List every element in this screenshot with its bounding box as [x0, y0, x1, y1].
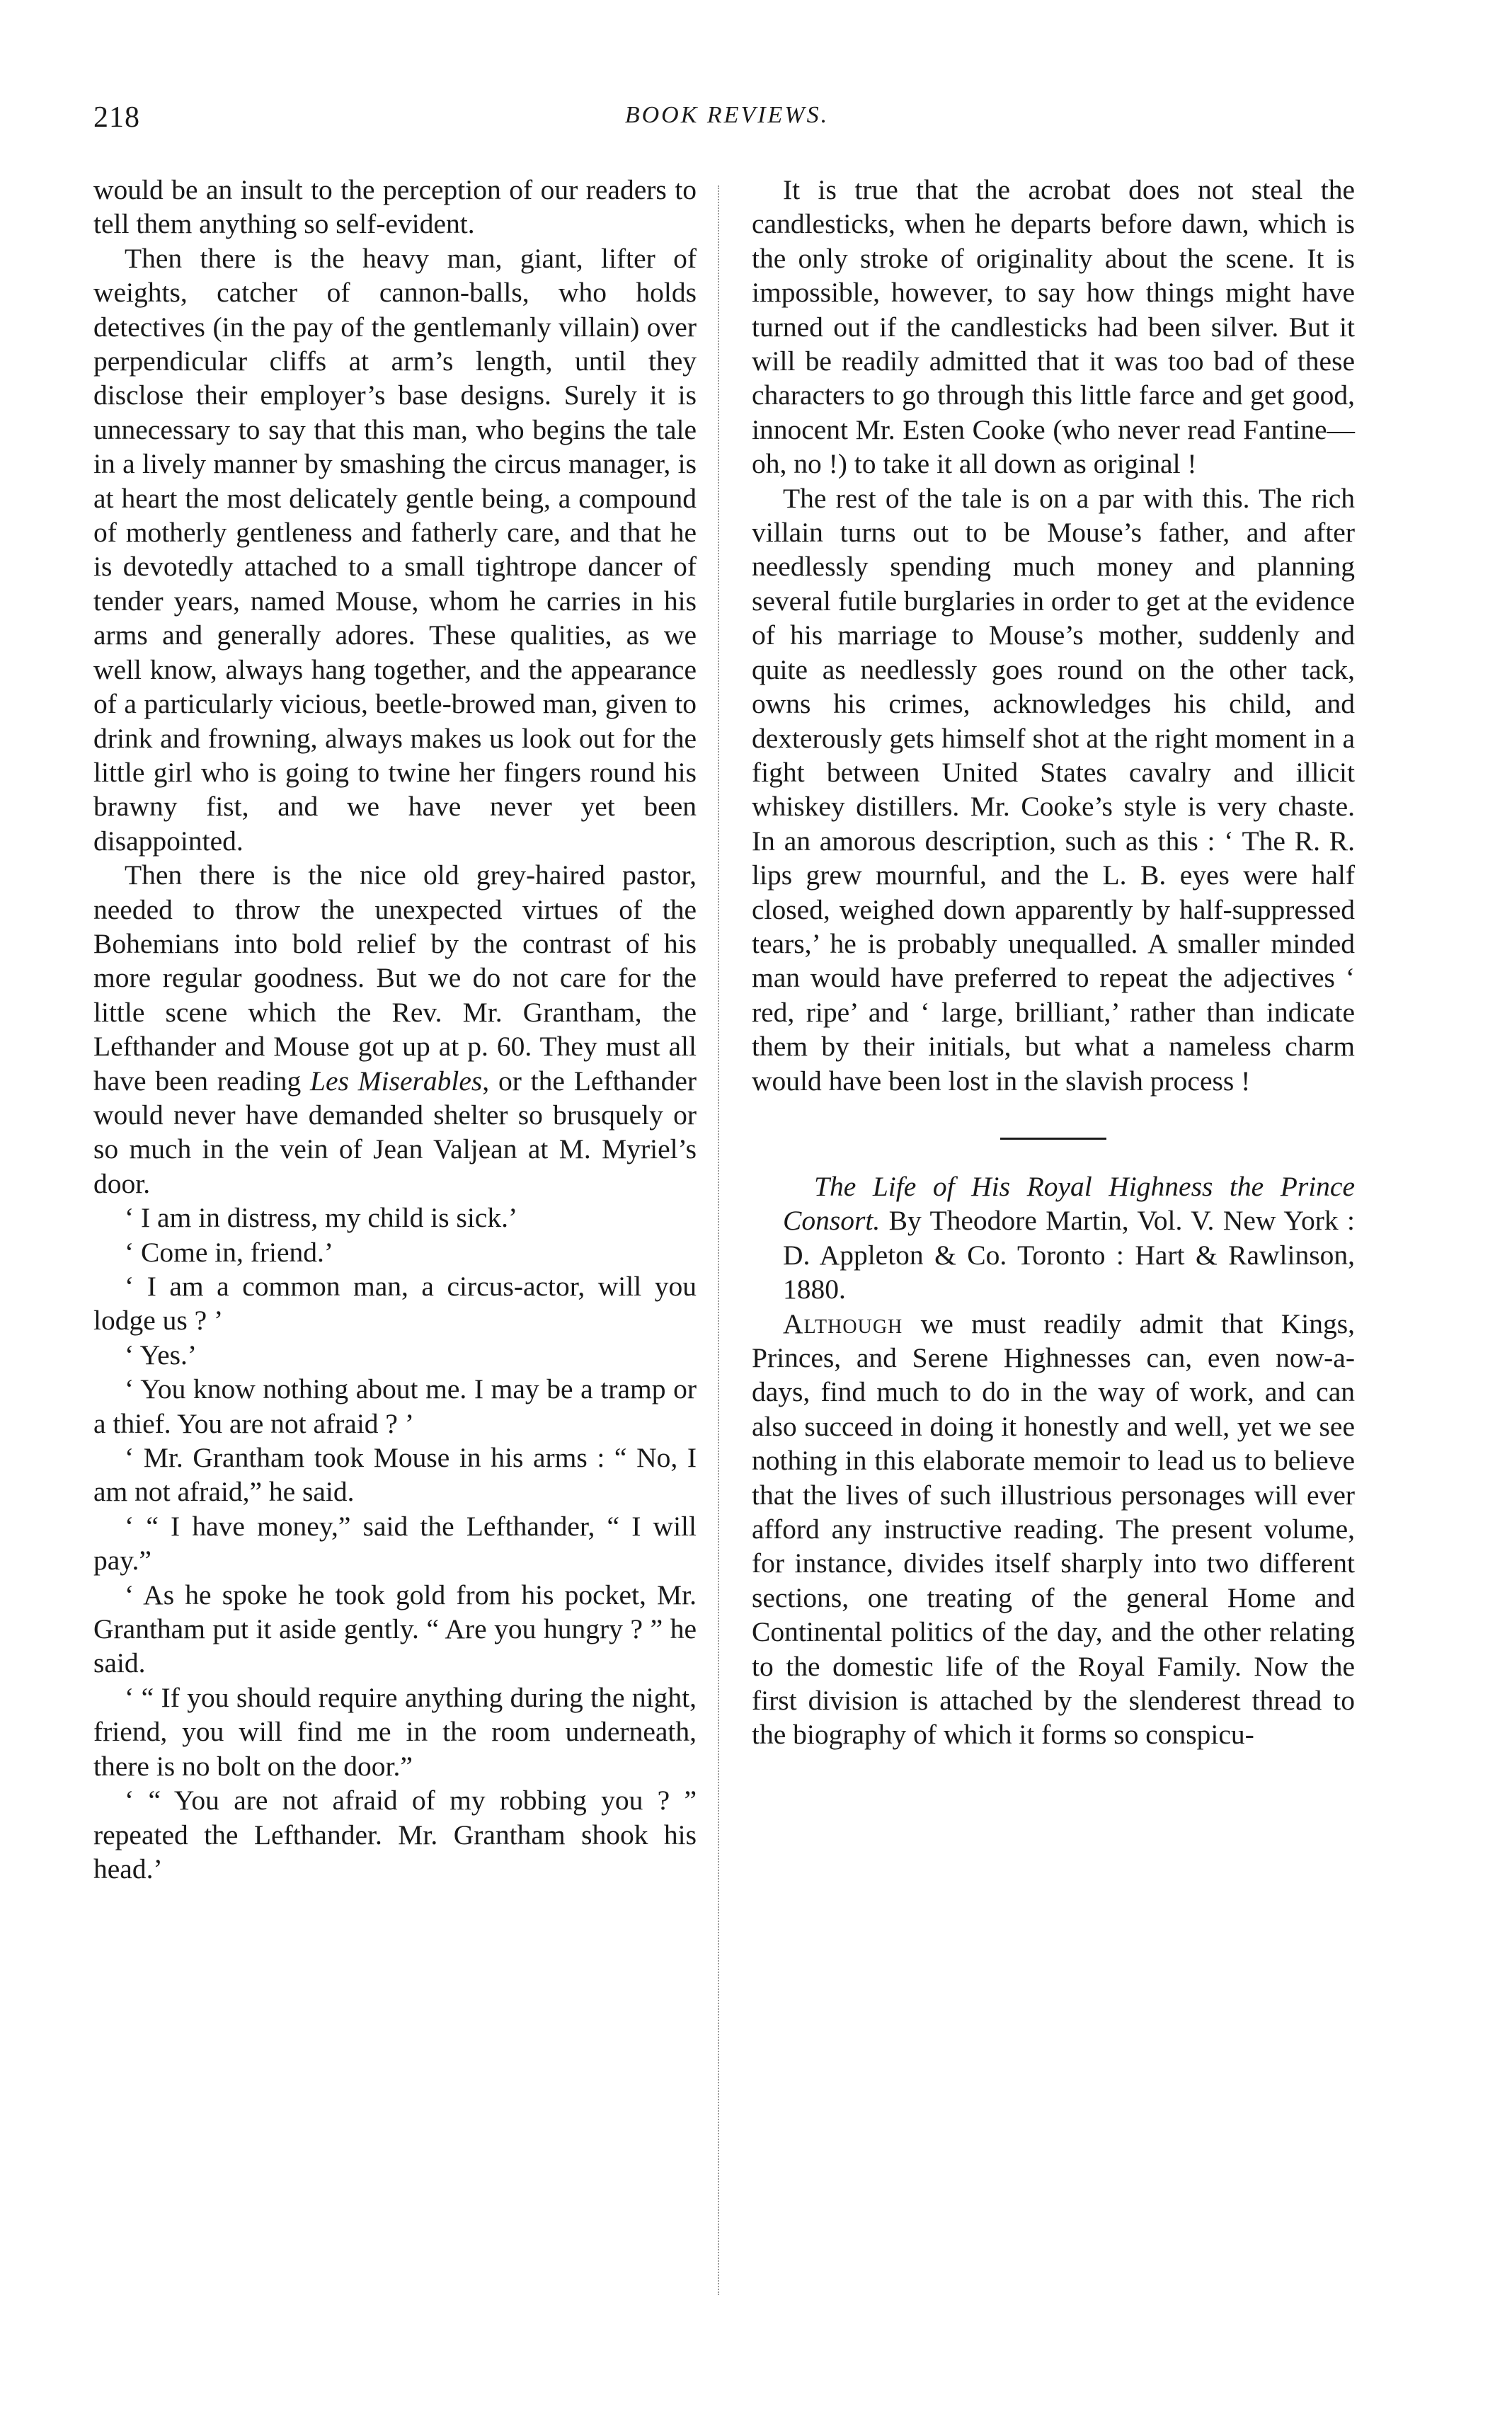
review-body — [752, 1307, 1355, 1752]
book-entry — [752, 1169, 1355, 1307]
paragraph: would be an insult to the perception of our readers to tell them anything so self-evident. — [93, 174, 697, 240]
right-column — [752, 173, 1355, 1752]
dialogue-line: ‘ I am in distress, my child is sick.’ — [125, 1202, 518, 1234]
dialogue-line: ‘ I am a common man, a circus-actor, will you lodge us ? ’ — [93, 1271, 697, 1337]
paragraph: The rest of the tale is on a par with this. The rich villain turns out to be Mouse’s father, and after needlessly spending much money and planning several futile burglaries in order to get at the evidence of his marriage to Mouse’s mother, suddenly and quite as needlessly goes round on the other tack, owns his crimes, acknowledges his child, and dexterously gets himself shot at the right moment in a fight between United States cavalry and illicit whiskey distillers. Mr. Cooke’s style is very chaste. In an amorous description, such as this : ‘ The R. R. lips grew mournful, and the L. B. eyes were half closed, weighed down apparently by half-suppressed tears,’ he is probably unequalled. A smaller minded man would have preferred to repeat the adjectives ‘ red, ripe’ and ‘ large, brilliant,’ rather than indicate them by their initials, but what a nameless charm would have been lost in the slavish process ! — [752, 482, 1355, 1097]
page-number: 218 — [93, 101, 140, 134]
book-title: The Life of His Royal Highness the Prince Consort. — [783, 1170, 1355, 1237]
dialogue-line: ‘ “ If you should require anything during the night, friend, you will find me in the room underneath, there is no bolt on the door.” — [93, 1681, 697, 1782]
column-divider — [718, 185, 719, 2295]
dialogue-line: ‘ Mr. Grantham took Mouse in his arms : “ No, I am not afraid,” he said. — [93, 1442, 697, 1508]
running-head: BOOK REVIEWS. — [624, 102, 830, 128]
italic-book-title: Les Miserables — [310, 1065, 483, 1097]
dialogue-line: ‘ You know nothing about me. I may be a tramp or a thief. You are not afraid ? ’ — [93, 1373, 697, 1439]
dialogue-block — [93, 1201, 697, 1886]
book-details: By Theodore Martin, Vol. V. New York : D. Appleton & Co. Toronto : Hart & Rawlinson, 1880. — [783, 1205, 1355, 1305]
dialogue-line: ‘ “ You are not afraid of my robbing you ? ” repeated the Lefthander. Mr. Grantham shook his head.’ — [93, 1785, 697, 1884]
page-header — [93, 101, 1361, 143]
section-divider — [1000, 1138, 1106, 1140]
dialogue-line: ‘ As he spoke he took gold from his pocket, Mr. Grantham put it aside gently. “ Are you hungry ? ” he said. — [93, 1579, 697, 1679]
paragraph: Then there is the heavy man, giant, lifter of weights, catcher of cannon-balls, who holds detectives (in the pay of the gentlemanly villain) over perpendicular cliffs at arm’s length, until they disclose their employer’s base designs. Surely it is unnecessary to say that this man, who begins the tale in a lively manner by smashing the circus manager, is at heart the most delicately gentle being, a compound of motherly gentleness and fatherly care, and that he is devotedly attached to a small tightrope dancer of tender years, named Mouse, whom he carries in his arms and generally adores. These qualities, as we well know, always hang together, and the appearance of a particularly vicious, beetle-browed man, given to drink and frowning, always makes us look out for the little girl who is going to twine her fingers round his brawny fist, and we have never yet been disappointed. — [93, 242, 697, 857]
dialogue-line: ‘ Come in, friend.’ — [125, 1236, 334, 1268]
review-paragraph — [752, 1307, 1355, 1752]
dialogue-line: ‘ Yes.’ — [125, 1339, 197, 1371]
paragraph-text: Then there is the nice old grey-haired pastor, needed to throw the unexpected virtues of the Bohemians into bold relief by the contrast of his more regular goodness. But we do not care for the little scene which the Rev. Mr. Grantham, the Lefthander and Mouse got up at p. 60. They must all have been reading — [93, 859, 697, 1097]
review-text: we must readily admit that Kings, Princes, and Serene Highnesses can, even now-a-days, find much to do in the way of work, and can also succeed in doing it honestly and well, yet we see nothing in this elaborate memoir to lead us to believe that the lives of such illustrious personages will ever afford any instructive reading. The present volume, for instance, divides itself sharply into two different sections, one treating of the general Home and Continental politics of the day, and the other relating to the domestic life of the Royal Family. Now the first division is attached by the slenderest thread to the biography of which it forms so conspicu- — [752, 1308, 1355, 1751]
lead-word: Although — [783, 1308, 903, 1339]
paragraph-text: , or the Lefthander would never have demanded shelter so brusquely or so much in the vein of Jean Valjean at M. Myriel’s door. — [93, 1065, 697, 1199]
left-column — [93, 173, 697, 1886]
paragraph: It is true that the acrobat does not steal the candlesticks, when he departs before dawn, which is the only stroke of originality about the scene. It is impossible, however, to say how things might have turned out if the candlesticks had been silver. But it will be readily admitted that it was too bad of these characters to go through this little farce and get good, innocent Mr. Esten Cooke (who never read Fantine—oh, no !) to take it all down as original ! — [752, 174, 1355, 480]
dialogue-line: ‘ “ I have money,” said the Lefthander, “ I will pay.” — [93, 1510, 697, 1577]
paragraph-with-title — [93, 858, 697, 1201]
